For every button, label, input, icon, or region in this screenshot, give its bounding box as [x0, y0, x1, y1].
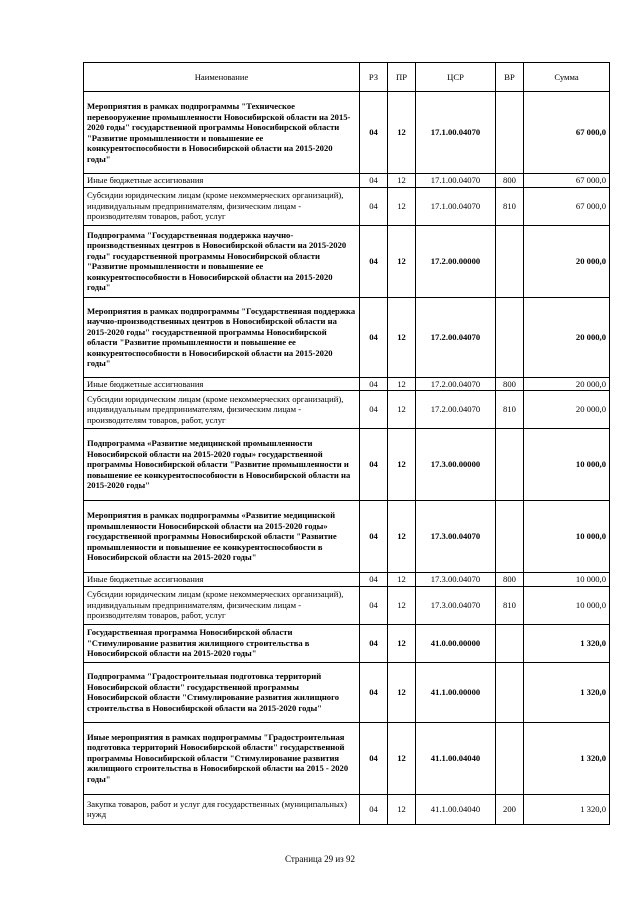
header-name: Наименование	[84, 63, 360, 92]
cell-vr: 200	[496, 794, 524, 824]
cell-sum: 67 000,0	[524, 187, 610, 225]
cell-vr	[496, 722, 524, 794]
cell-csr: 17.3.00.04070	[416, 501, 496, 573]
cell-rz: 04	[360, 187, 388, 225]
cell-csr: 41.1.00.04040	[416, 794, 496, 824]
cell-rz: 04	[360, 391, 388, 429]
cell-rz: 04	[360, 225, 388, 297]
cell-vr	[496, 92, 524, 174]
cell-csr: 17.1.00.04070	[416, 187, 496, 225]
cell-csr: 17.3.00.00000	[416, 429, 496, 501]
cell-vr: 810	[496, 586, 524, 624]
cell-csr: 17.2.00.04070	[416, 377, 496, 391]
table-row	[84, 662, 610, 722]
cell-pr: 12	[388, 429, 416, 501]
cell-csr: 41.0.00.00000	[416, 624, 496, 662]
cell-sum: 1 320,0	[524, 662, 610, 722]
table-row	[84, 92, 610, 174]
cell-vr	[496, 501, 524, 573]
cell-vr	[496, 662, 524, 722]
cell-sum: 1 320,0	[524, 624, 610, 662]
cell-vr	[496, 429, 524, 501]
table-row	[84, 722, 610, 794]
table-row	[84, 501, 610, 573]
cell-pr: 12	[388, 225, 416, 297]
table-row	[84, 573, 610, 587]
cell-vr	[496, 624, 524, 662]
cell-sum: 10 000,0	[524, 573, 610, 587]
cell-name: Иные бюджетные ассигнования	[84, 573, 360, 587]
table-row	[84, 794, 610, 824]
cell-pr: 12	[388, 662, 416, 722]
cell-name: Подпрограмма "Градостроительная подготовка территорий Новосибирской области" государственной программы Новосибирской области "Стимулирование развития жилищного строительства в Новосибирской области на 2015-2020 годы"	[84, 662, 360, 722]
cell-rz: 04	[360, 297, 388, 377]
cell-pr: 12	[388, 501, 416, 573]
table-row	[84, 624, 610, 662]
table-row	[84, 187, 610, 225]
cell-name: Закупка товаров, работ и услуг для государственных (муниципальных) нужд	[84, 794, 360, 824]
cell-sum: 1 320,0	[524, 722, 610, 794]
cell-pr: 12	[388, 92, 416, 174]
cell-rz: 04	[360, 624, 388, 662]
cell-rz: 04	[360, 377, 388, 391]
table-row	[84, 429, 610, 501]
table-row	[84, 225, 610, 297]
cell-sum: 20 000,0	[524, 297, 610, 377]
header-csr: ЦСР	[416, 63, 496, 92]
cell-csr: 17.2.00.00000	[416, 225, 496, 297]
cell-pr: 12	[388, 377, 416, 391]
cell-csr: 17.3.00.04070	[416, 573, 496, 587]
table-row	[84, 391, 610, 429]
cell-rz: 04	[360, 429, 388, 501]
cell-sum: 10 000,0	[524, 501, 610, 573]
table-row	[84, 174, 610, 188]
cell-vr: 800	[496, 174, 524, 188]
cell-vr: 810	[496, 391, 524, 429]
cell-vr	[496, 297, 524, 377]
table-body	[84, 92, 610, 825]
cell-rz: 04	[360, 92, 388, 174]
cell-name: Подпрограмма "Государственная поддержка научно-производственных центров в Новосибирской области на 2015-2020 годы" государственной программы Новосибирской области "Развитие промышленности и повышение ее конкурентоспособности в Новосибирской области на 2015-2020 годы"	[84, 225, 360, 297]
cell-csr: 17.2.00.04070	[416, 391, 496, 429]
cell-sum: 20 000,0	[524, 225, 610, 297]
cell-vr: 800	[496, 377, 524, 391]
table-header-row	[84, 63, 610, 92]
cell-pr: 12	[388, 174, 416, 188]
cell-pr: 12	[388, 187, 416, 225]
cell-pr: 12	[388, 391, 416, 429]
cell-name: Субсидии юридическим лицам (кроме некоммерческих организаций), индивидуальным предпринимателям, физическим лицам - производителям товаров, работ, услуг	[84, 391, 360, 429]
cell-name: Субсидии юридическим лицам (кроме некоммерческих организаций), индивидуальным предпринимателям, физическим лицам - производителям товаров, работ, услуг	[84, 187, 360, 225]
cell-name: Подпрограмма «Развитие медицинской промышленности Новосибирской области на 2015-2020 годы» государственной программы Новосибирской области "Развитие промышленности и повышение ее конкурентоспособности в Новосибирской области на 2015-2020 годы"	[84, 429, 360, 501]
cell-name: Иные мероприятия в рамках подпрограммы "Градостроительная подготовка территорий Новосибирской области" государственной программы Новосибирской области "Стимулирование развития жилищного строительства в Новосибирской области на 2015 - 2020 годы"	[84, 722, 360, 794]
header-sum: Сумма	[524, 63, 610, 92]
header-vr: ВР	[496, 63, 524, 92]
cell-sum: 20 000,0	[524, 391, 610, 429]
cell-sum: 20 000,0	[524, 377, 610, 391]
cell-rz: 04	[360, 794, 388, 824]
cell-vr: 810	[496, 187, 524, 225]
table-row	[84, 586, 610, 624]
budget-table	[83, 62, 610, 825]
cell-rz: 04	[360, 501, 388, 573]
cell-name: Государственная программа Новосибирской области "Стимулирование развития жилищного строительства в Новосибирской области на 2015-2020 годы"	[84, 624, 360, 662]
cell-sum: 10 000,0	[524, 586, 610, 624]
cell-sum: 10 000,0	[524, 429, 610, 501]
header-pr: ПР	[388, 63, 416, 92]
cell-name: Иные бюджетные ассигнования	[84, 174, 360, 188]
cell-pr: 12	[388, 794, 416, 824]
cell-rz: 04	[360, 174, 388, 188]
cell-vr: 800	[496, 573, 524, 587]
cell-name: Иные бюджетные ассигнования	[84, 377, 360, 391]
cell-rz: 04	[360, 573, 388, 587]
cell-csr: 41.1.00.00000	[416, 662, 496, 722]
cell-vr	[496, 225, 524, 297]
cell-name: Субсидии юридическим лицам (кроме некоммерческих организаций), индивидуальным предпринимателям, физическим лицам - производителям товаров, работ, услуг	[84, 586, 360, 624]
table-row	[84, 297, 610, 377]
cell-sum: 1 320,0	[524, 794, 610, 824]
cell-rz: 04	[360, 586, 388, 624]
cell-rz: 04	[360, 722, 388, 794]
cell-pr: 12	[388, 573, 416, 587]
cell-csr: 17.1.00.04070	[416, 174, 496, 188]
page-number: Страница 29 из 92	[285, 854, 355, 864]
header-rz: РЗ	[360, 63, 388, 92]
cell-pr: 12	[388, 722, 416, 794]
cell-name: Мероприятия в рамках подпрограммы "Техническое перевооружение промышленности Новосибирской области на 2015-2020 годы" государственной программы Новосибирской области "Развитие промышленности и повышение ее конкурентоспособности в Новосибирской области на 2015-2020 годы"	[84, 92, 360, 174]
cell-sum: 67 000,0	[524, 92, 610, 174]
cell-csr: 17.3.00.04070	[416, 586, 496, 624]
cell-csr: 41.1.00.04040	[416, 722, 496, 794]
cell-pr: 12	[388, 624, 416, 662]
cell-name: Мероприятия в рамках подпрограммы «Развитие медицинской промышленности Новосибирской области на 2015-2020 годы» государственной программы Новосибирской области "Развитие промышленности и повышение ее конкурентоспособности в Новосибирской области на 2015-2020 годы"	[84, 501, 360, 573]
cell-rz: 04	[360, 662, 388, 722]
cell-sum: 67 000,0	[524, 174, 610, 188]
table-row	[84, 377, 610, 391]
cell-pr: 12	[388, 586, 416, 624]
cell-csr: 17.2.00.04070	[416, 297, 496, 377]
cell-csr: 17.1.00.04070	[416, 92, 496, 174]
cell-pr: 12	[388, 297, 416, 377]
cell-name: Мероприятия в рамках подпрограммы "Государственная поддержка научно-производственных центров в Новосибирской области на 2015-2020 годы" государственной программы Новосибирской области "Развитие промышленности и повышение ее конкурентоспособности в Новосибирской области на 2015-2020 годы"	[84, 297, 360, 377]
